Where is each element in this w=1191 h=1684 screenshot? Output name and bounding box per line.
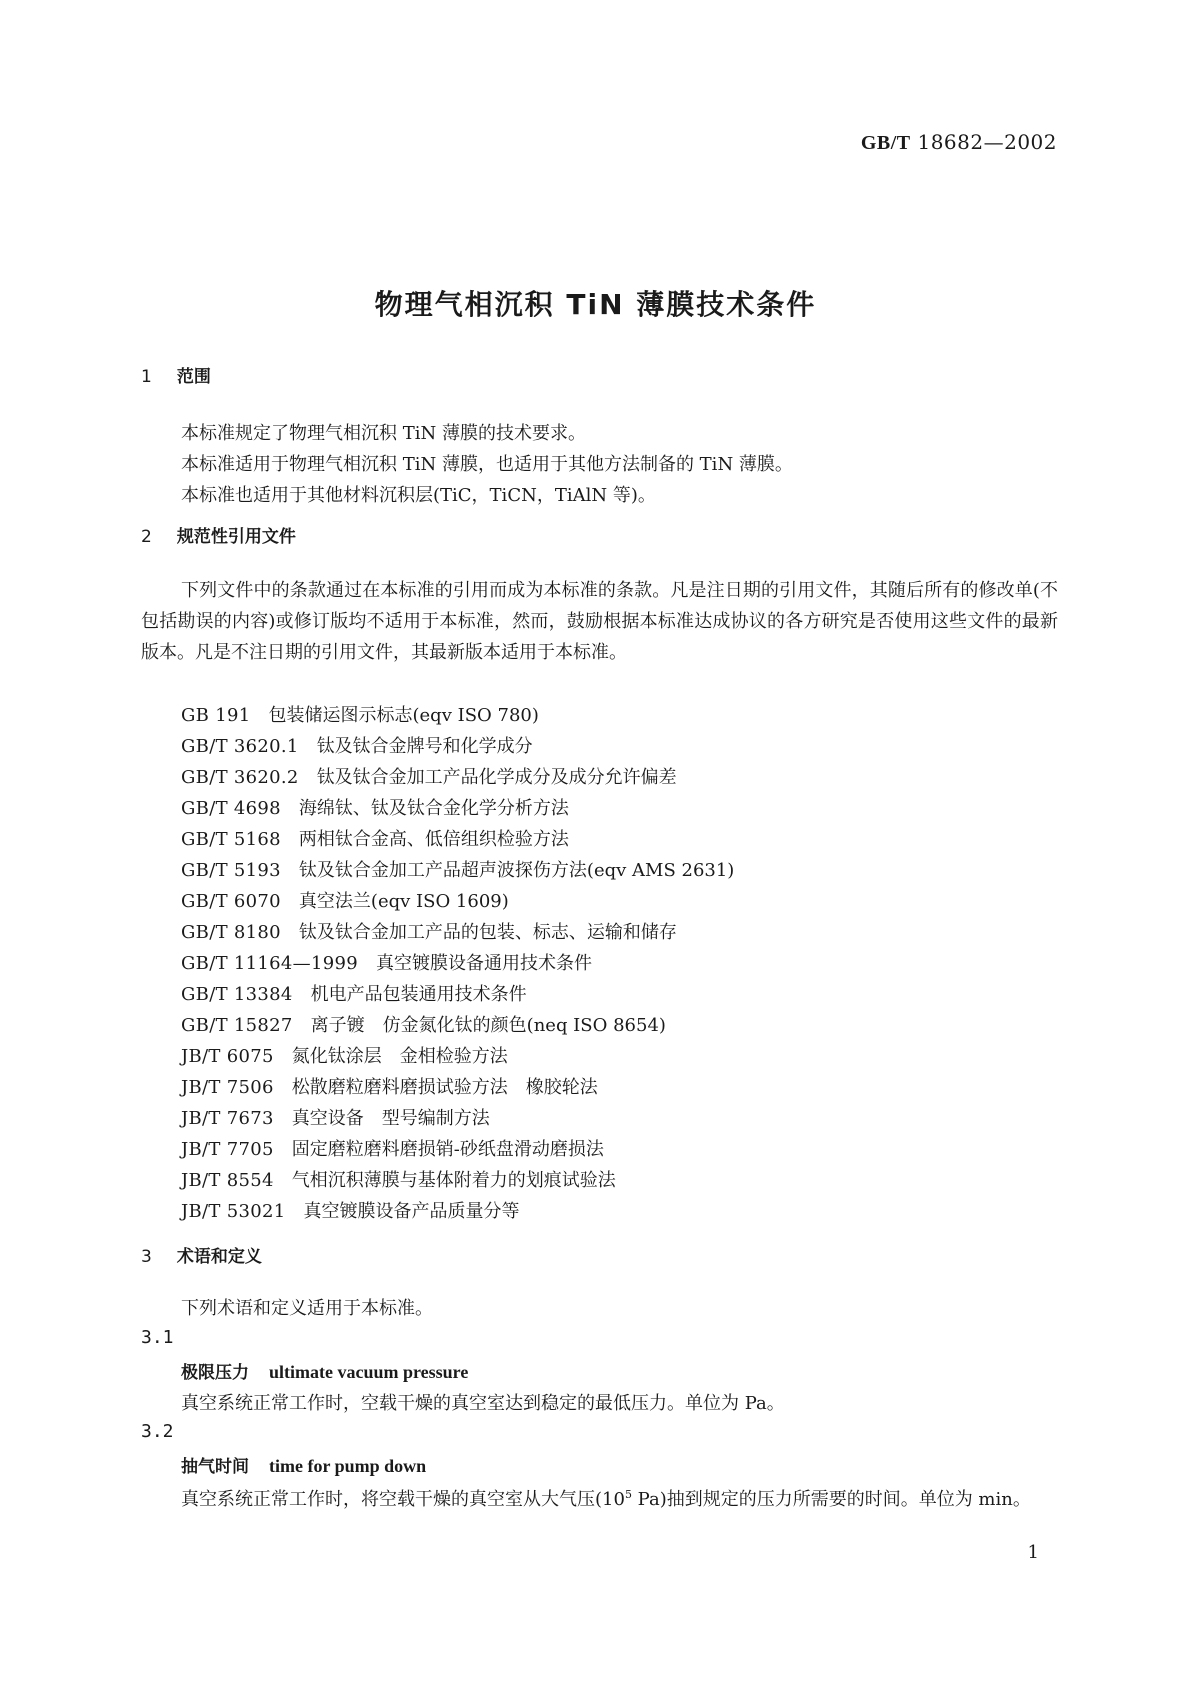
term-name-en: time for pump down [269, 1456, 427, 1476]
standard-number: 18682—2002 [917, 130, 1057, 154]
term-definition [141, 1479, 1058, 1515]
reference-list [181, 701, 734, 1228]
page-number: 1 [1027, 1542, 1039, 1563]
list-item [181, 1011, 734, 1042]
reference-title: 真空设备 型号编制方法 [291, 1108, 490, 1129]
reference-code: JB/T 8554 [181, 1170, 274, 1191]
section-heading-normative [141, 522, 296, 547]
terms-intro: 下列术语和定义适用于本标准。 [181, 1298, 433, 1319]
definition-text: Pa)抽到规定的压力所需要的时间。单位为 min。 [631, 1489, 1031, 1510]
term-name-cn: 极限压力 [181, 1363, 249, 1383]
list-item [181, 1073, 734, 1104]
term-name [181, 1452, 426, 1477]
section-number: 3 [141, 1247, 152, 1267]
reference-title: 真空镀膜设备通用技术条件 [375, 953, 592, 974]
reference-title: 气相沉积薄膜与基体附着力的划痕试验法 [291, 1170, 616, 1191]
normative-intro: 下列文件中的条款通过在本标准的引用而成为本标准的条款。凡是注日期的引用文件，其随后所有的修改单(不包括勘误的内容)或修订版均不适用于本标准，然而，鼓励根据本标准达成协议的各方研究是否使用这些文件的最新版本。凡是不注日期的引用文件，其最新版本适用于本标准。 [141, 580, 1058, 663]
scope-line: 本标准也适用于其他材料沉积层(TiC，TiCN，TiAlN 等)。 [181, 485, 656, 506]
reference-code: JB/T 53021 [181, 1201, 286, 1222]
reference-code: GB/T 5193 [181, 860, 281, 881]
list-item [181, 701, 734, 732]
term-number: 3.1 [141, 1327, 174, 1348]
term-name-cn: 抽气时间 [181, 1457, 249, 1477]
section-title: 术语和定义 [176, 1247, 262, 1267]
list-item [181, 763, 734, 794]
section-heading-terms [141, 1242, 262, 1267]
reference-code: GB/T 15827 [181, 1015, 293, 1036]
reference-title: 钛及钛合金加工产品超声波探伤方法(eqv AMS 2631) [298, 860, 735, 881]
reference-code: JB/T 7506 [181, 1077, 274, 1098]
reference-title: 离子镀 仿金氮化钛的颜色(neq ISO 8654) [310, 1015, 666, 1036]
standard-code [861, 130, 1057, 155]
reference-code: GB/T 8180 [181, 922, 281, 943]
reference-code: GB/T 6070 [181, 891, 281, 912]
reference-title: 松散磨粒磨料磨损试验方法 橡胶轮法 [291, 1077, 598, 1098]
list-item [181, 1135, 734, 1166]
document-title: 物理气相沉积 TiN 薄膜技术条件 [374, 288, 817, 321]
reference-title: 真空法兰(eqv ISO 1609) [298, 891, 509, 912]
term-name-en: ultimate vacuum pressure [269, 1362, 469, 1382]
list-item [181, 887, 734, 918]
section-title: 范围 [176, 367, 211, 387]
list-item [181, 1166, 734, 1197]
section-number: 1 [141, 367, 152, 387]
list-item [181, 918, 734, 949]
reference-title: 机电产品包装通用技术条件 [310, 984, 527, 1005]
standard-prefix: GB/T [860, 132, 911, 154]
list-item [181, 825, 734, 856]
list-item [181, 1104, 734, 1135]
definition-text: 真空系统正常工作时，将空载干燥的真空室从大气压(10 [181, 1489, 625, 1510]
reference-code: GB/T 11164—1999 [181, 953, 358, 974]
term-name [181, 1358, 468, 1383]
reference-code: JB/T 7705 [181, 1139, 274, 1160]
term-number: 3.2 [141, 1421, 174, 1442]
reference-code: GB/T 5168 [181, 829, 281, 850]
reference-code: GB 191 [181, 705, 251, 726]
reference-title: 钛及钛合金加工产品的包装、标志、运输和储存 [298, 922, 677, 943]
section-number: 2 [141, 527, 152, 547]
section-heading-scope [141, 362, 211, 387]
reference-code: GB/T 3620.2 [181, 767, 299, 788]
reference-code: GB/T 3620.1 [181, 736, 299, 757]
reference-title: 包装储运图示标志(eqv ISO 780) [268, 705, 539, 726]
reference-title: 钛及钛合金加工产品化学成分及成分允许偏差 [316, 767, 677, 788]
scope-line: 本标准规定了物理气相沉积 TiN 薄膜的技术要求。 [181, 423, 586, 444]
reference-title: 固定磨粒磨料磨损销-砂纸盘滑动磨损法 [291, 1139, 604, 1160]
list-item [181, 949, 734, 980]
reference-code: JB/T 7673 [181, 1108, 274, 1129]
reference-title: 氮化钛涂层 金相检验方法 [291, 1046, 508, 1067]
list-item [181, 1042, 734, 1073]
list-item [181, 980, 734, 1011]
list-item [181, 856, 734, 887]
list-item [181, 732, 734, 763]
term-definition: 真空系统正常工作时，空载干燥的真空室达到稳定的最低压力。单位为 Pa。 [181, 1393, 785, 1414]
reference-title: 钛及钛合金牌号和化学成分 [316, 736, 533, 757]
reference-code: GB/T 13384 [181, 984, 293, 1005]
scope-line: 本标准适用于物理气相沉积 TiN 薄膜，也适用于其他方法制备的 TiN 薄膜。 [181, 454, 793, 475]
list-item [181, 1197, 734, 1228]
reference-title: 两相钛合金高、低倍组织检验方法 [298, 829, 569, 850]
reference-title: 海绵钛、钛及钛合金化学分析方法 [298, 798, 569, 819]
list-item [181, 794, 734, 825]
superscript: 5 [624, 1488, 632, 1501]
reference-code: JB/T 6075 [181, 1046, 274, 1067]
section-title: 规范性引用文件 [176, 527, 296, 547]
reference-title: 真空镀膜设备产品质量分等 [303, 1201, 520, 1222]
reference-code: GB/T 4698 [181, 798, 281, 819]
